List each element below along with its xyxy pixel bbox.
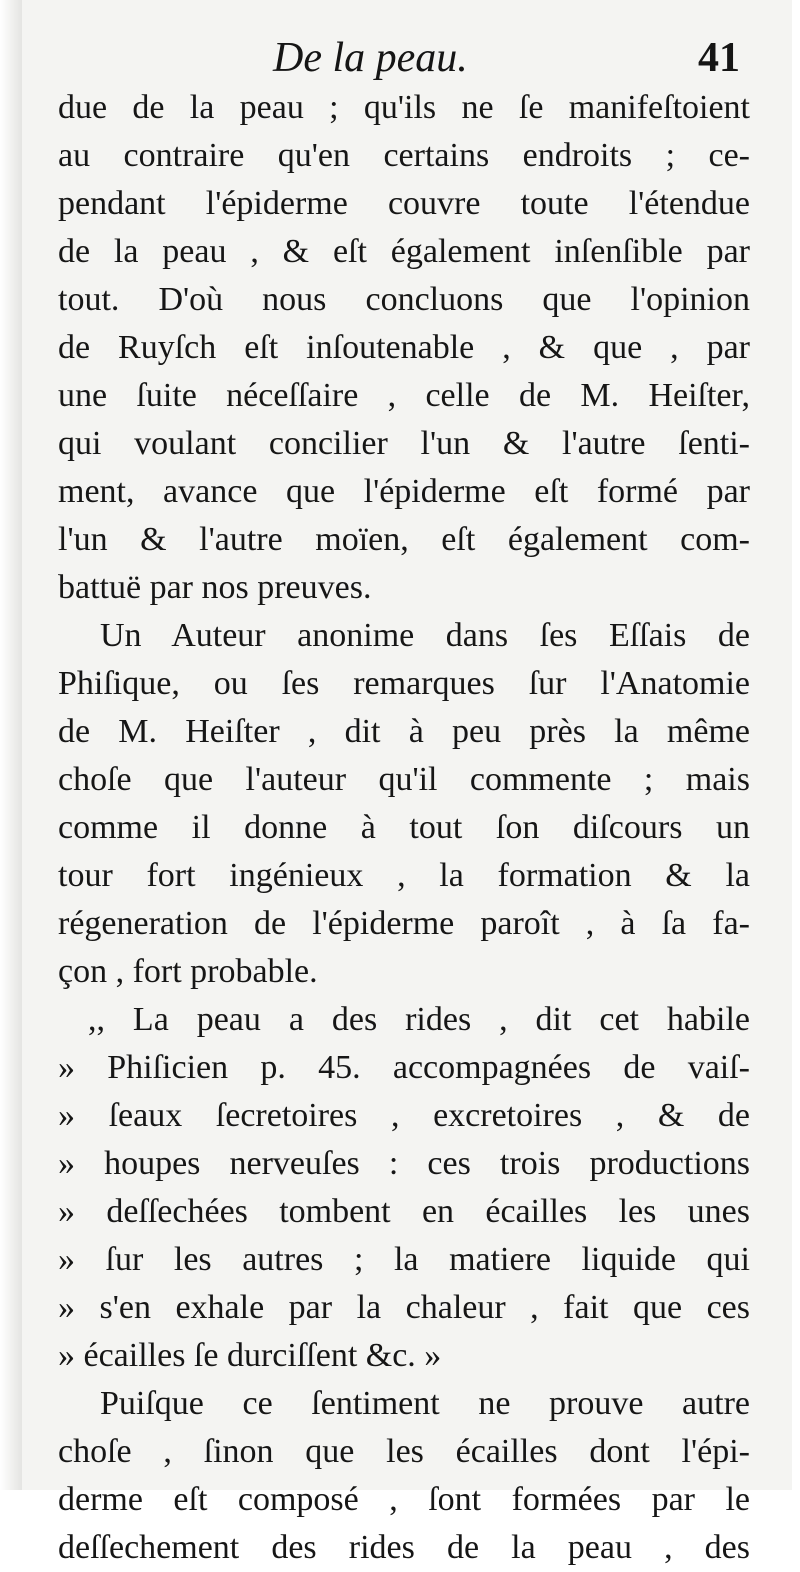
- page-gutter: [0, 0, 22, 1490]
- text-line: » s'en exhale par la chaleur , fait que ces: [58, 1289, 750, 1326]
- text-line: comme il donne à tout ſon diſcours un: [58, 809, 750, 846]
- text-line: battuë par nos preuves.: [58, 569, 372, 606]
- text-line: derme eſt composé , ſont formées par le: [58, 1481, 750, 1518]
- text-line: due de la peau ; qu'ils ne ſe manifeſtoient: [58, 89, 750, 126]
- text-line: Un Auteur anonime dans ſes Eſſais de: [100, 617, 750, 654]
- running-title: De la peau.: [273, 35, 468, 81]
- text-line: choſe , ſinon que les écailles dont l'épi-: [58, 1433, 750, 1470]
- text-line: qui voulant concilier l'un & l'autre ſenti-: [58, 425, 750, 462]
- page-header: [58, 34, 748, 86]
- text-line: çon , fort probable.: [58, 953, 318, 990]
- text-line: tour fort ingénieux , la formation & la: [58, 857, 750, 894]
- body-text: [58, 84, 750, 1572]
- text-line: » deſſechées tombent en écailles les unes: [58, 1193, 750, 1230]
- text-line: au contraire qu'en certains endroits ; ce-: [58, 137, 750, 174]
- text-line: pendant l'épiderme couvre toute l'étendue: [58, 185, 750, 222]
- text-line: Puiſque ce ſentiment ne prouve autre: [100, 1385, 750, 1422]
- text-line: de Ruyſch eſt inſoutenable , & que , par: [58, 329, 750, 366]
- text-line: régeneration de l'épiderme paroît , à ſa fa-: [58, 905, 750, 942]
- text-line: Phiſique, ou ſes remarques ſur l'Anatomie: [58, 665, 750, 702]
- text-line: ,, La peau a des rides , dit cet habile: [88, 1001, 750, 1038]
- text-line: une ſuite néceſſaire , celle de M. Heiſter,: [58, 377, 750, 414]
- page-number: 41: [698, 35, 740, 81]
- page-edge: [792, 0, 800, 1490]
- text-line: ment, avance que l'épiderme eſt formé par: [58, 473, 750, 510]
- text-line: de M. Heiſter , dit à peu près la même: [58, 713, 750, 750]
- text-line: deſſechement des rides de la peau , des: [58, 1529, 750, 1566]
- text-line: » écailles ſe durciſſent &c. »: [58, 1337, 442, 1374]
- text-line: » ſur les autres ; la matiere liquide qui: [58, 1241, 750, 1278]
- text-line: » ſeaux ſecretoires , excretoires , & de: [58, 1097, 750, 1134]
- text-line: de la peau , & eſt également inſenſible par: [58, 233, 750, 270]
- text-line: choſe que l'auteur qu'il commente ; mais: [58, 761, 750, 798]
- text-line: » Phiſicien p. 45. accompagnées de vaiſ-: [58, 1049, 750, 1086]
- text-line: tout. D'où nous concluons que l'opinion: [58, 281, 750, 318]
- text-line: » houpes nerveuſes : ces trois productions: [58, 1145, 750, 1182]
- text-line: l'un & l'autre moïen, eſt également com-: [58, 521, 750, 558]
